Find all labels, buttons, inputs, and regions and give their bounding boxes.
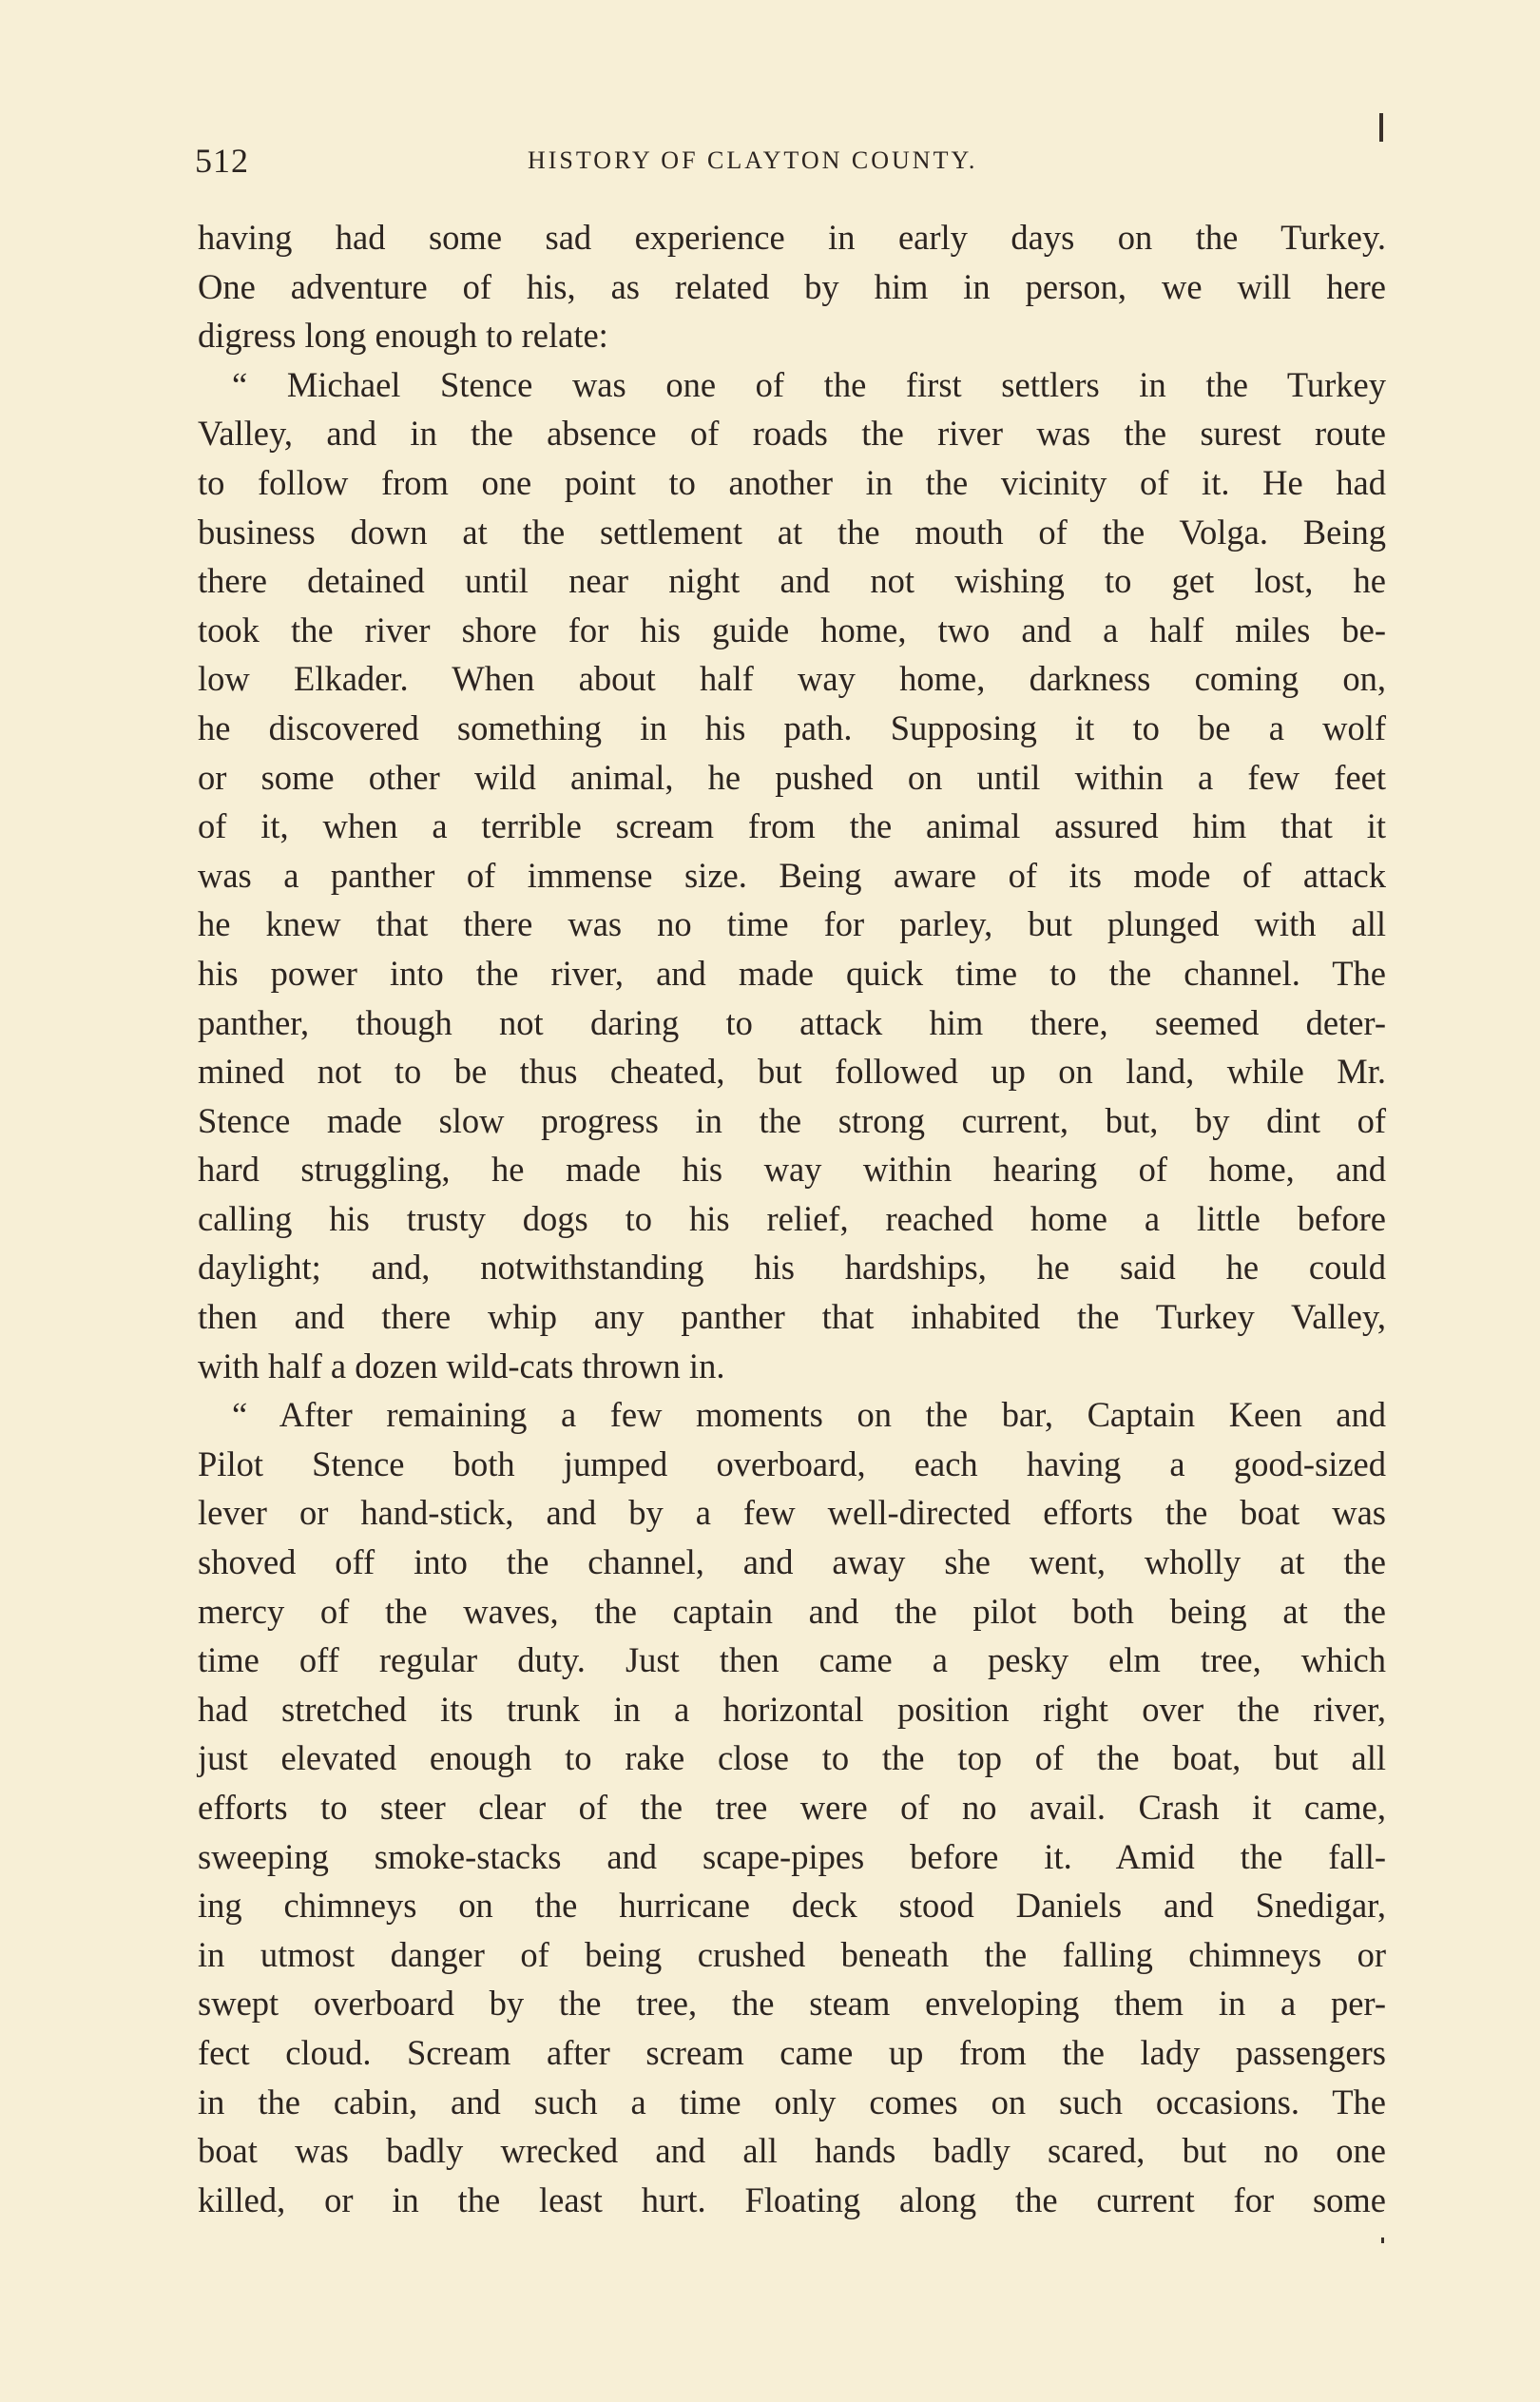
text-line: with half a dozen wild-cats thrown in.	[198, 1346, 725, 1385]
body-text	[198, 213, 1386, 2224]
text-line: time off regular duty. Just then came a pesky elm tree, which	[198, 1640, 1386, 1680]
text-line: business down at the settlement at the mouth of the Volga. Being	[198, 512, 1386, 552]
text-line: had stretched its trunk in a horizontal position right over the river,	[198, 1689, 1386, 1729]
text-line: mercy of the waves, the captain and the pilot both being at the	[198, 1591, 1386, 1631]
text-line: Stence made slow progress in the strong current, but, by dint of	[198, 1100, 1386, 1140]
text-line: of it, when a terrible scream from the animal assured him that it	[198, 806, 1386, 846]
text-line: “ Michael Stence was one of the first settlers in the Turkey	[232, 364, 1386, 404]
text-line: shoved off into the channel, and away she went, wholly at the	[198, 1542, 1386, 1582]
text-line: then and there whip any panther that inhabited the Turkey Valley,	[198, 1297, 1386, 1337]
text-line: took the river shore for his guide home, two and a half miles be-	[198, 610, 1386, 649]
text-line: One adventure of his, as related by him in person, we will here	[198, 266, 1386, 306]
page-header	[195, 141, 1407, 188]
text-line: hard struggling, he made his way within hearing of home, and	[198, 1150, 1386, 1190]
margin-mark	[1379, 113, 1383, 142]
text-line: sweeping smoke-stacks and scape-pipes before it. Amid the fall-	[198, 1836, 1386, 1876]
text-line: having had some sad experience in early days on the Turkey.	[198, 218, 1386, 257]
text-line: to follow from one point to another in the vicinity of it. He had	[198, 462, 1386, 502]
text-line: panther, though not daring to attack him there, seemed deter-	[198, 1002, 1386, 1042]
text-line: in the cabin, and such a time only comes on such occasions. The	[198, 2082, 1386, 2121]
text-line: fect cloud. Scream after scream came up from the lady passengers	[198, 2032, 1386, 2072]
text-line: he knew that there was no time for parley, but plunged with all	[198, 904, 1386, 944]
text-line: daylight; and, notwithstanding his hardships, he said he could	[198, 1248, 1386, 1288]
text-line: digress long enough to relate:	[198, 316, 608, 356]
text-line: low Elkader. When about half way home, darkness coming on,	[198, 659, 1386, 699]
text-line: lever or hand-stick, and by a few well-directed efforts the boat was	[198, 1493, 1386, 1533]
text-line: efforts to steer clear of the tree were of no avail. Crash it came,	[198, 1788, 1386, 1827]
text-line: swept overboard by the tree, the steam enveloping them in a per-	[198, 1984, 1386, 2024]
text-line: “ After remaining a few moments on the bar, Captain Keen and	[232, 1395, 1386, 1435]
text-line: Valley, and in the absence of roads the river was the surest route	[198, 414, 1386, 454]
text-line: was a panther of immense size. Being aware of its mode of attack	[198, 855, 1386, 895]
text-line: mined not to be thus cheated, but followed up on land, while Mr.	[198, 1052, 1386, 1092]
text-line: his power into the river, and made quick time to the channel. The	[198, 953, 1386, 993]
text-line: killed, or in the least hurt. Floating along the current for some	[198, 2179, 1386, 2219]
text-line: he discovered something in his path. Supposing it to be a wolf	[198, 707, 1386, 747]
text-line: in utmost danger of being crushed beneath the falling chimneys or	[198, 1934, 1386, 1974]
text-line: calling his trusty dogs to his relief, reached home a little before	[198, 1198, 1386, 1238]
text-line: Pilot Stence both jumped overboard, each having a good-sized	[198, 1443, 1386, 1483]
running-title: HISTORY OF CLAYTON COUNTY.	[528, 146, 978, 174]
margin-speck	[1381, 2237, 1384, 2243]
text-line: just elevated enough to rake close to the top of the boat, but all	[198, 1738, 1386, 1778]
text-line: or some other wild animal, he pushed on until within a few feet	[198, 757, 1386, 797]
text-line: boat was badly wrecked and all hands badly scared, but no one	[198, 2131, 1386, 2171]
text-line: there detained until near night and not wishing to get lost, he	[198, 561, 1386, 601]
page-number: 512	[195, 142, 249, 180]
text-line: ing chimneys on the hurricane deck stood Daniels and Snedigar,	[198, 1886, 1386, 1926]
